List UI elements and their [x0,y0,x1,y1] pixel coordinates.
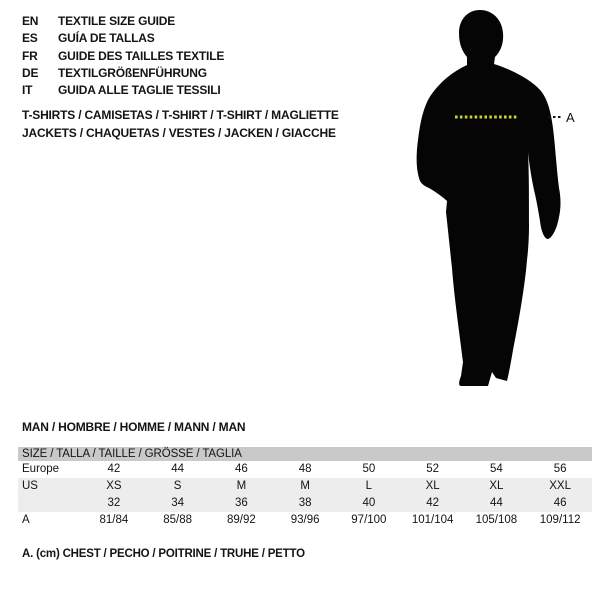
table-cell: 89/92 [226,514,256,526]
language-title: GUÍA DE TALLAS [58,31,155,46]
table-cell: M [236,480,247,492]
measure-label-a: A [566,110,575,125]
table-cell: 101/104 [411,514,454,526]
table-cell: 46 [553,497,567,509]
table-cell: S [173,480,182,492]
table-cell: XXL [549,480,571,492]
section-title: MAN / HOMBRE / HOMME / MANN / MAN [22,420,246,434]
language-title: GUIDA ALLE TAGLIE TESSILI [58,83,221,98]
table-cell: 36 [234,497,248,509]
table-cell: 105/108 [475,514,518,526]
table-cell: 54 [489,463,503,475]
category-tshirts: T-SHIRTS / CAMISETAS / T-SHIRT / T-SHIRT / MAGLIETTE [22,108,339,122]
table-cell: 42 [426,497,440,509]
language-row [22,65,224,82]
table-row-chest [18,512,592,529]
category-jackets: JACKETS / CHAQUETAS / VESTES / JACKEN / GIACCHE [22,125,336,140]
garment-categories [22,107,339,142]
language-title-list [22,13,224,99]
row-label: A [22,514,30,526]
table-cell: 109/112 [539,514,581,526]
language-row [22,48,224,65]
table-cell: 32 [107,497,121,509]
man-silhouette [417,10,561,386]
language-code: ES [22,31,38,46]
row-label [18,495,82,512]
table-cell: 93/96 [290,514,320,526]
table-cell: 56 [553,463,567,475]
chest-footnote: A. (cm) CHEST / PECHO / POITRINE / TRUHE / PETTO [22,548,305,560]
language-code: IT [22,83,33,98]
size-table-header: SIZE / TALLA / TAILLE / GRÖSSE / TAGLIA [18,447,592,461]
language-title: GUIDE DES TAILLES TEXTILE [58,48,225,63]
table-cell: XS [106,480,122,492]
table-cell: 34 [171,497,185,509]
language-row [22,30,224,47]
table-cell: M [300,480,310,492]
language-title: TEXTILE SIZE GUIDE [58,14,176,28]
language-code: DE [22,65,39,80]
table-cell: 85/88 [163,514,193,526]
row-label: Europe [22,463,60,475]
table-row-europe [18,461,592,478]
table-cell: XL [489,480,504,492]
language-code: FR [22,48,38,63]
language-row [22,13,224,30]
language-code: EN [22,14,39,28]
table-cell: 50 [362,463,376,475]
table-cell: 97/100 [351,514,387,526]
table-cell: 40 [362,497,376,509]
table-cell: 48 [298,463,312,475]
table-cell: XL [425,480,440,492]
table-cell: 38 [298,497,312,509]
table-cell: 42 [107,463,121,475]
table-cell: 81/84 [99,514,129,526]
table-cell: 46 [234,463,248,475]
table-cell: 44 [489,497,503,509]
table-cell: L [365,480,373,492]
table-row-alt-sizes [18,495,592,512]
row-label: US [22,480,38,492]
table-cell: 44 [171,463,185,475]
language-row [22,82,224,99]
table-cell: 52 [426,463,440,475]
table-row-us [18,478,592,495]
man-silhouette-figure [400,0,600,400]
size-table [18,447,592,529]
language-title: TEXTILGRÖßENFÜHRUNG [58,65,207,80]
